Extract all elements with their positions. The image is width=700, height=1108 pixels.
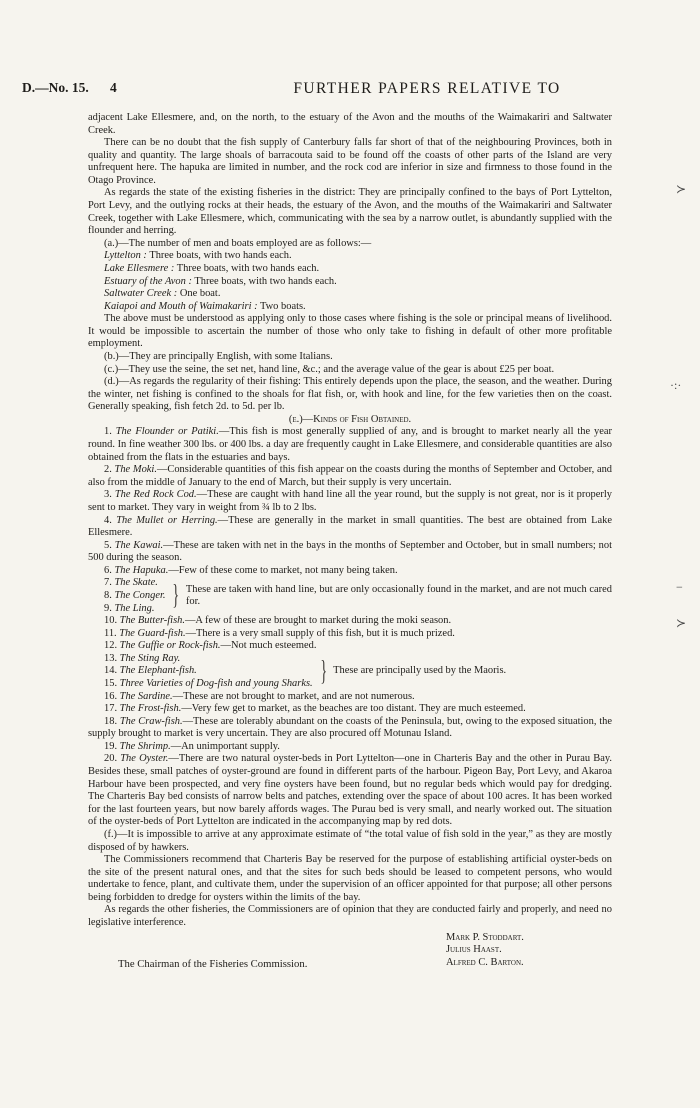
paragraph: The above must be understood as applying only to those cases where fishing is the sole or principal means of livelihood. It would be impossible to ascertain the number of those who only take to fishing in default of other more profitable employment. [88, 313, 612, 350]
fish-entry: 2. The Moki.—Considerable quantities of this fish appear on the coasts during the months of September and October, and also from the middle of January to the end of March, but their supply is very uncertain. [88, 464, 613, 488]
intro-paragraph: There can be no doubt that the fish supply of Canterbury falls far short of that of the neighbouring Provinces, both in quality and quantity. The large shoals of barracouta said to be found off the coasts of other parts of the Island are very unfrequent here. The hapuka are limited in number, and the rock cod are inferior in size and firmness to those found in the Otago Province. [88, 137, 612, 186]
page-header [22, 80, 682, 102]
fish-entry: 1. The Flounder or Patiki.—This fish is most generally supplied of any, and is brought to market nearly all the year round. In fine weather 300 lbs. or 400 lbs. a day are frequently caught in Lake Ellesmere, and considerable quantities are also obtained from the flats in the estuaries and bays. [88, 426, 613, 463]
fish-entry: 9. The Ling. [104, 602, 155, 614]
fish-entry: 12. The Guffie or Rock-fish.—Not much esteemed. [104, 640, 317, 652]
fish-entry: 19. The Shrimp.—An unimportant supply. [104, 740, 280, 752]
fish-entry: 18. The Craw-fish.—These are tolerably abundant on the coasts of the Peninsula, but, owing to the exposed situation, the supply brought to market is very uncertain. They are also procured off Motunau Island. [88, 715, 612, 740]
boat-entry: Lake Ellesmere : Three boats, with two hands each. [104, 262, 320, 274]
fish-entry: 6. The Hapuka.—Few of these come to market, not many being taken. [104, 564, 398, 576]
fish-entry: 3. The Red Rock Cod.—These are caught with hand line all the year round, but the supply is not great, nor is it properly sent to market. They vary in weight from ¾ lb to 2 lbs. [88, 489, 613, 513]
boat-entry: Saltwater Creek : One boat. [104, 288, 221, 300]
boat-entry: Lyttelton : Three boats, with two hands each. [104, 250, 292, 262]
fish-entry: 13. The Sting Ray. [104, 652, 181, 664]
section-d: (d.)—As regards the regularity of their fishing: This entirely depends upon the place, the season, and the weather. During the winter, net fishing is confined to the shoals for flat fish, or, with hook and line, for the few varieties then on the coast. Generally speaking, fish fetch 2d. to 5d. per lb. [88, 376, 612, 413]
fish-entry: 7. The Skate. [104, 577, 158, 589]
margin-mark: ≻ [676, 182, 687, 196]
brace-icon: } [320, 655, 327, 687]
addressee: The Chairman of the Fisheries Commission. [118, 957, 308, 970]
fish-entry: 20. The Oyster.—There are two natural oyster-beds in Port Lyttelton—one in Charteris Bay and the other in Purau Bay. Besides these, small patches of oyster-ground are found in different parts of the harbour. Pigeon Bay, Port Levy, and Akaroa Harbour have been prospected, and very fine oysters have been found, but no regular beds which would pay for dredging. The Charteris Bay bed consists of narrow belts and patches, extending over the space of about 100 acres. It has been worked for the last fourteen years, but now barely affords wages. The Purau bed is very small, and nearly worked out. The situation of the oyster-beds of Port Lyttelton are indicated in the accompanying map by red dots. [88, 753, 612, 828]
section-heading: (e.)—Kinds of Fish Obtained. [288, 413, 412, 425]
fish-group [88, 653, 612, 691]
recommendation-paragraph: The Commissioners recommend that Charteris Bay be reserved for the purpose of establishing artificial oyster-beds on the site of the present natural ones, and that the sites for such beds should be leased to competent persons, who would undertake to fence, plant, and cultivate them, under the supervision of an officer appointed for that purpose; all other persons being forbidden to dredge for oysters within the limits of the bay. [88, 854, 612, 903]
fish-entry: 16. The Sardine.—These are not brought to market, and are not numerous. [104, 690, 415, 702]
fish-entry: 17. The Frost-fish.—Very few get to market, as the beaches are too distant. They are much esteemed. [104, 703, 526, 715]
section-b: (b.)—They are principally English, with some Italians. [104, 350, 333, 362]
page-title: FURTHER PAPERS RELATIVE TO [293, 80, 561, 97]
fish-group-text: These are principally used by the Maoris. [333, 665, 507, 677]
report-body [88, 112, 612, 982]
section-a: (a.)—The number of men and boats employed are as follows:— [104, 237, 372, 249]
document-reference: D.—No. 15. [22, 80, 89, 95]
fish-entry: 15. Three Varieties of Dog-fish and young Sharks. [104, 678, 313, 690]
boat-entry: Estuary of the Avon : Three boats, with two hands each. [104, 275, 337, 287]
section-c: (c.)—They use the seine, the set net, hand line, &c.; and the average value of the gear is about £25 per boat. [104, 363, 555, 375]
margin-mark: ≻ [676, 616, 687, 630]
signatory: Mark P. Stoddart. [446, 931, 524, 943]
margin-mark: ·:· [670, 378, 682, 392]
fish-entry: 4. The Mullet or Herring.—These are generally in the market in small quantities. The best are obtained from Lake Ellesmere. [88, 514, 612, 539]
closing-paragraph: As regards the other fisheries, the Commissioners are of opinion that they are conducted fairly and properly, and need no legislative interference. [88, 904, 612, 928]
fish-group [88, 577, 612, 615]
signatory: Alfred C. Barton. [446, 956, 524, 968]
intro-paragraph: As regards the state of the existing fisheries in the district: They are principally confined to the bays of Port Lyttelton, Port Levy, and the outlying rocks at their heads, the estuary of the Avon, and the mouths of the Waimakariri and Saltwater Creek, together with Lake Ellesmere, which, communicating with the sea by a narrow outlet, is abundantly supplied with the flounder and herring. [88, 187, 612, 237]
intro-paragraph: adjacent Lake Ellesmere, and, on the north, to the estuary of the Avon and the mouths of the Waimakariri and Saltwater Creek. [88, 112, 612, 136]
signatory: Julius Haast. [446, 944, 502, 956]
brace-icon: } [172, 580, 180, 612]
signature-block [88, 932, 612, 982]
page-number: 4 [110, 80, 117, 95]
fish-group-text: These are taken with hand line, but are only occasionally found in the market, and are not much cared for. [185, 583, 612, 608]
section-f: (f.)—It is impossible to arrive at any approximate estimate of “the total value of fish sold in the year,” as they are mostly disposed of by hawkers. [88, 828, 612, 853]
fish-entry: 14. The Elephant-fish. [104, 665, 197, 677]
fish-entry: 5. The Kawai.—These are taken with net in the bays in the months of September and October, but in small numbers; not 500 during the season. [88, 539, 613, 564]
fish-entry: 11. The Guard-fish.—There is a very small supply of this fish, but it is much prized. [104, 627, 455, 639]
boat-entry: Kaiapoi and Mouth of Waimakariri : Two boats. [104, 300, 306, 312]
margin-mark: − [676, 580, 683, 594]
fish-entry: 10. The Butter-fish.—A few of these are brought to market during the moki season. [104, 615, 452, 627]
fish-entry: 8. The Conger. [104, 589, 166, 601]
